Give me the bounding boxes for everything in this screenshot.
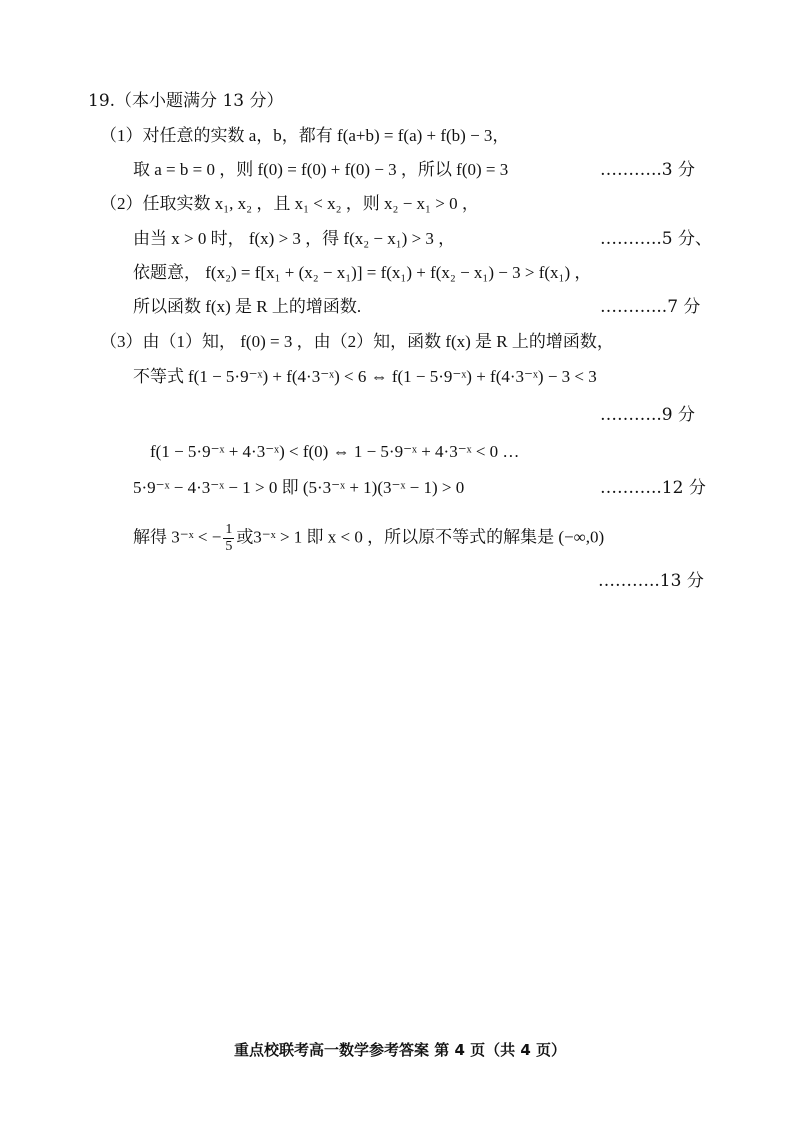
part3-score-13: ………..13 分 <box>598 571 704 591</box>
part3-line1: （3）由（1）知， f(0) = 3 ，由（2）知，函数 f(x) 是 R 上的增函数， <box>100 332 614 351</box>
part2-line3: 依题意， f(x₂) = f[x₁ + (x₂ − x₁)] = f(x₁) + f(x₂ − x₁) − 3 > f(x₁) ， <box>133 263 592 282</box>
fraction-one-fifth <box>223 522 234 555</box>
problem-title: 19.（本小题满分 13 分） <box>88 91 284 111</box>
part2-line2: 由当 x > 0 时， f(x) > 3 ，得 f(x₂ − x₁) > 3 ， <box>133 229 456 248</box>
part3-line2-math: f(1 − 5·9⁻ˣ) + f(4·3⁻ˣ) < 6 ⇔ f(1 − 5·9⁻ˣ) + f(4·3⁻ˣ) − 3 < 3 <box>188 367 597 386</box>
part3-line2-prefix: 不等式 <box>133 367 184 387</box>
part1-line1: （1）对任意的实数 a，b，都有 f(a+b) = f(a) + f(b) − 3， <box>100 126 510 145</box>
fraction-denominator: 5 <box>225 539 233 554</box>
part1-score: ………..3 分 <box>600 160 696 180</box>
part2-line1: （2）任取实数 x₁, x₂ ，且 x₁ < x₂ ，则 x₂ − x₁ > 0 ， <box>100 194 479 213</box>
part3-line4: 5·9⁻ˣ − 4·3⁻ˣ − 1 > 0 即 (5·3⁻ˣ + 1)(3⁻ˣ − 1) > 0 <box>133 478 465 497</box>
fraction-numerator: 1 <box>225 522 233 537</box>
part2-line4: 所以函数 f(x) 是 R 上的增函数. <box>133 297 362 316</box>
page-footer: 重点校联考高一数学参考答案 第 4 页（共 4 页） <box>234 1041 566 1059</box>
part3-line3: f(1 − 5·9⁻ˣ + 4·3⁻ˣ) < f(0) ⇔ 1 − 5·9⁻ˣ + 4·3⁻ˣ < 0 … <box>150 442 520 461</box>
part3-line5-start: 解得 3⁻ˣ < − <box>133 527 222 547</box>
part2-score-5: ………..5 分、 <box>600 229 713 249</box>
part2-score-7: ………...7 分 <box>600 297 701 317</box>
part3-line2 <box>133 366 597 388</box>
part3-score-9: ………..9 分 <box>600 405 696 425</box>
part3-line5 <box>133 522 604 555</box>
part3-score-12: ………..12 分 <box>600 478 706 498</box>
part3-line5-end: 或3⁻ˣ > 1 即 x < 0 ，所以原不等式的解集是 (−∞,0) <box>236 527 605 547</box>
part1-line2: 取 a = b = 0 ，则 f(0) = f(0) + f(0) − 3 ，所以 f(0) = 3 <box>133 160 509 179</box>
